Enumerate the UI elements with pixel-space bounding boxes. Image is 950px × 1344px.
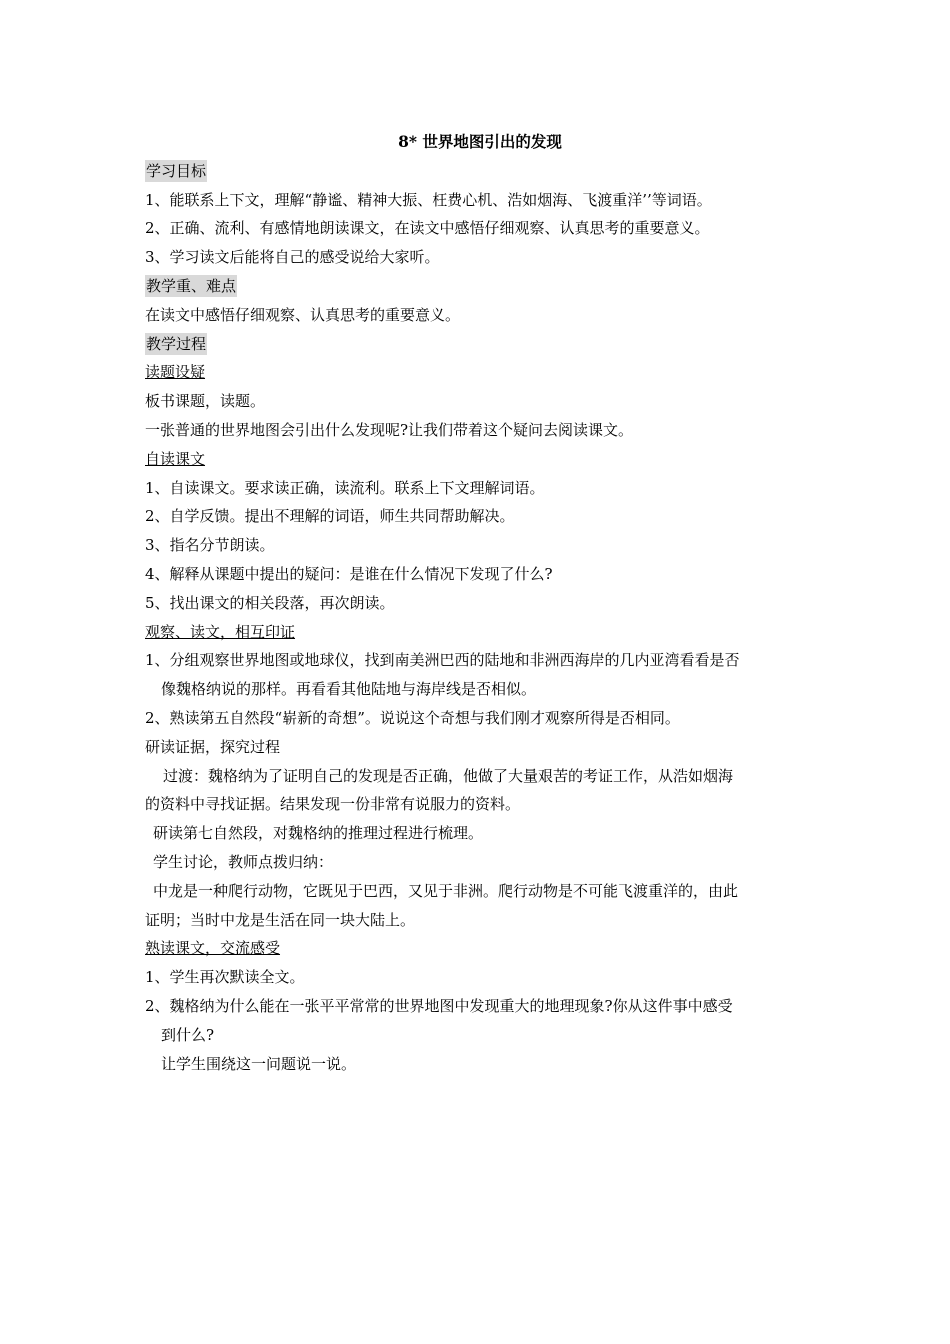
key-points-heading: 教学重、难点 <box>146 276 237 295</box>
goal-item: 2、正确、流利、有感情地朗读课文，在读文中感悟仔细观察、认真思考的重要意义。 <box>145 219 710 238</box>
goal-item: 1、能联系上下文，理解“静谧、精神大振、枉费心机、浩如烟海、飞渡重洋’’等词语。 <box>145 190 712 209</box>
key-points-text: 在读文中感悟仔细观察、认真思考的重要意义。 <box>145 305 461 324</box>
section-heading: 研读证据，探究过程 <box>145 737 281 756</box>
list-item-continuation: 到什么? <box>161 1025 215 1044</box>
paragraph: 中龙是一种爬行动物，它既见于巴西，又见于非洲。爬行动物是不可能飞渡重洋的，由此 <box>153 881 739 900</box>
list-item: 5、找出课文的相关段落，再次朗读。 <box>145 593 395 612</box>
document-body <box>145 128 815 1078</box>
section-heading: 熟读课文，交流感受 <box>145 939 281 958</box>
list-item: 1、自读课文。要求读正确，读流利。联系上下文理解词语。 <box>145 478 545 497</box>
paragraph: 过渡：魏格纳为了证明自己的发现是否正确，他做了大量艰苦的考证工作，从浩如烟海 <box>163 766 734 785</box>
list-item-continuation: 像魏格纳说的那样。再看看其他陆地与海岸线是否相似。 <box>161 680 537 699</box>
list-item: 1、分组观察世界地图或地球仪，找到南美洲巴西的陆地和非洲西海岸的几内亚湾看看是否 <box>145 651 740 670</box>
goal-item: 3、学习读文后能将自己的感受说给大家听。 <box>145 248 440 267</box>
paragraph-continuation: 的资料中寻找证据。结果发现一份非常有说服力的资料。 <box>145 795 521 814</box>
section-heading: 观察、读文，相互印证 <box>145 622 296 641</box>
list-item: 3、指名分节朗读。 <box>145 536 275 555</box>
goals-heading: 学习目标 <box>146 161 207 180</box>
list-item: 2、魏格纳为什么能在一张平平常常的世界地图中发现重大的地理现象?你从这件事中感受 <box>145 996 733 1015</box>
list-item: 2、熟读第五自然段“崭新的奇想”。说说这个奇想与我们刚才观察所得是否相同。 <box>145 708 680 727</box>
section-heading: 读题设疑 <box>145 363 206 382</box>
section-heading: 自读课文 <box>145 449 206 468</box>
paragraph: 板书课题，读题。 <box>145 392 266 411</box>
list-item: 4、解释从课题中提出的疑问：是谁在什么情况下发现了什么? <box>145 564 553 583</box>
paragraph: 学生讨论，教师点拨归纳： <box>153 852 334 871</box>
paragraph: 让学生围绕这一问题说一说。 <box>161 1054 357 1073</box>
paragraph: 研读第七自然段，对魏格纳的推理过程进行梳理。 <box>153 824 484 843</box>
list-item: 1、学生再次默读全文。 <box>145 968 305 987</box>
document-title: 8* 世界地图引出的发现 <box>398 132 562 151</box>
process-heading: 教学过程 <box>146 334 207 353</box>
paragraph: 一张普通的世界地图会引出什么发现呢?让我们带着这个疑问去阅读课文。 <box>145 420 634 439</box>
paragraph-continuation: 证明；当时中龙是生活在同一块大陆上。 <box>145 910 416 929</box>
list-item: 2、自学反馈。提出不理解的词语，师生共同帮助解决。 <box>145 507 515 526</box>
